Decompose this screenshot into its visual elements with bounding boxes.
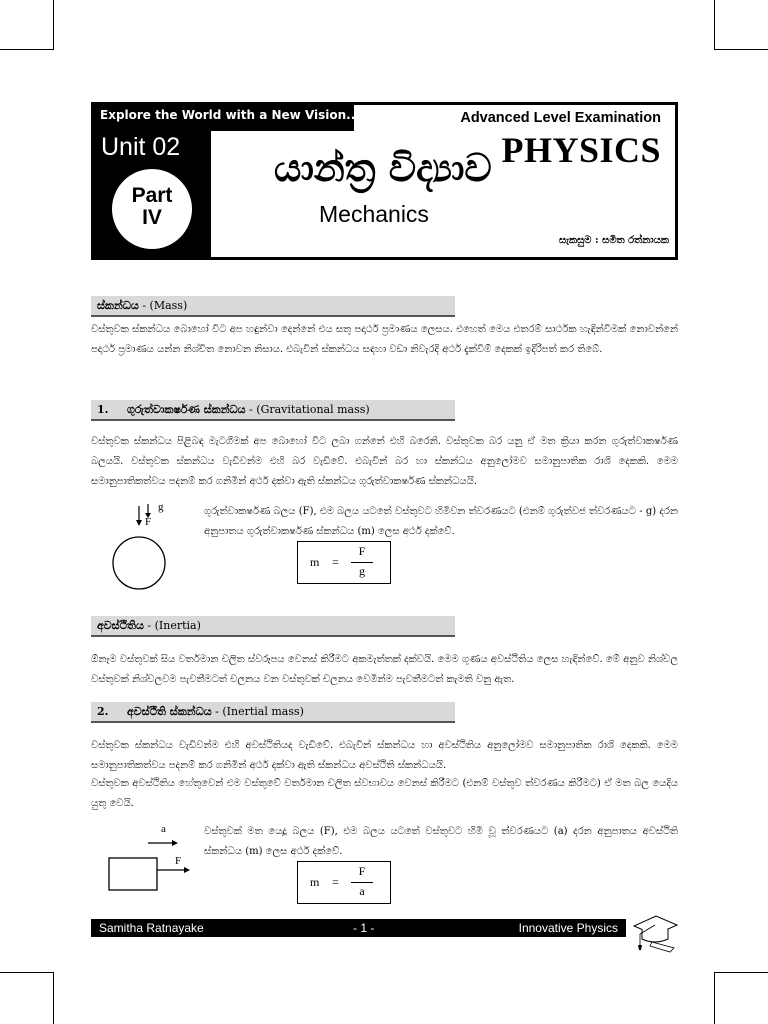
inertial-definition: වස්තුවක් මත යෙදූ බලය (F), එම බලය යටතේ වස්තුවට හිමි වූ ත්වරණයට (a) දරන අනුපාතය අවස්ථිති ස්කන්ධය (m) ලෙස අර්ථ දක්වේ. (204, 826, 678, 857)
page-number: - 1 - (353, 921, 375, 935)
label-a: a (161, 823, 166, 835)
unit-header (91, 102, 678, 260)
inertial-paragraph-1: වස්තුවක ස්කන්ධය වැඩිවන්ම එහි අවස්ථිතියද වැඩිවේ. එබැවින් ස්කන්ධය හා අවස්ථිතිය අනුලෝමව සමානුපාතික රාශි දෙකකි. මෙම සමානුපාතිකත්වය පදනම් කර ගනිමින් අර්ථ දක්වා ඇති ස්කන්ධය අවස්ථිති ස්කන්ධයයි. (91, 740, 678, 771)
formula-lhs: m (310, 555, 320, 569)
formula-denominator: a (359, 884, 365, 898)
tagline: Explore the World with a New Vision... (100, 108, 360, 122)
section-number: 2. (97, 705, 109, 718)
label-F: F (145, 516, 152, 528)
crop-mark-top-right (714, 0, 768, 50)
graduation-cap-icon (630, 912, 680, 954)
mass-circle (113, 537, 165, 589)
formula-denominator: g (359, 564, 365, 578)
page-footer (91, 919, 626, 937)
mass-paragraph: වස්තුවක ස්කන්ධය බොහෝ විට අප හඳුන්වා දෙන්නේ එය සතු පදාර්ථ ප්‍රමාණය ලෙසය. එහෙත් මෙය එතරම් සාර්ථක හැඳින්වීමක් නොවන්නේ පදාර්ථ ප්‍රමාණය යන්න නිශ්චිත නොවන නිසාය. එබැවින් ස්කන්ධය සඳහා වඩා නිවැරදි අර්ථ දැක්වීම් දෙකක් ඉදිරිපත් කර තිබේ. (91, 324, 678, 355)
part-number: IV (142, 206, 162, 229)
acceleration-arrowhead (172, 840, 178, 846)
footer-author: Samitha Ratnayake (99, 921, 204, 935)
crop-mark-top-left (0, 0, 54, 50)
section-number: 1. (97, 403, 109, 416)
formula-numerator: F (358, 864, 366, 878)
force-arrowhead (184, 867, 190, 873)
heading-sinhala: අවස්ථිති ස්කන්ධය (127, 705, 212, 718)
gravitational-formula (297, 541, 391, 584)
page-title-english: Mechanics (319, 201, 429, 227)
page-title-sinhala: යාන්ත්‍ර විද්‍යාව (274, 145, 492, 190)
section-heading-inertia (91, 616, 455, 637)
section-heading-inertial-mass (91, 702, 455, 723)
label-F: F (175, 855, 182, 867)
inertia-figure (106, 826, 198, 896)
heading-sinhala: ස්කන්ධය (97, 299, 139, 312)
gravitational-definition: ගුරුත්වාකර්ෂණ බලය (F), එම බලය යටතේ වස්තුවට හිමිවන ත්වරණයට (එනම් ගුරුත්වජ ත්වරණයට - g) දරන අනුපාතය ගුරුත්වාකර්ෂණ ස්කන්ධය (m) ලෙස අර්ථ දක්වේ. (204, 506, 678, 537)
compiled-by: සැකසුම : සමිත රත්නායක (559, 235, 669, 246)
subject-title: PHYSICS (501, 130, 661, 170)
formula-equals: = (332, 875, 339, 889)
heading-sinhala: ගුරුත්වාකර්ෂණ ස්කන්ධය (127, 403, 246, 416)
fraction-line (351, 562, 373, 563)
mass-block (109, 858, 157, 890)
formula-equals: = (332, 555, 339, 569)
force-arrowhead (136, 520, 142, 526)
section-heading-gravitational-mass (91, 400, 455, 421)
heading-sinhala: අවස්ථිතිය (97, 619, 144, 632)
gravity-figure (108, 500, 172, 592)
formula-numerator: F (358, 544, 366, 558)
inertial-formula (297, 861, 391, 904)
part-word: Part (131, 184, 173, 207)
unit-label: Unit 02 (101, 133, 181, 161)
heading-english: - (Gravitational mass) (245, 403, 370, 416)
fraction-line (351, 882, 373, 883)
crop-mark-bottom-left (0, 972, 54, 1024)
gravitational-paragraph: වස්තුවක ස්කන්ධය පිළිබඳ මැටගීමක් අප බොහෝ විට ලබා ගන්නේ එහි බරෙනි. වස්තුවක බර යනු ඒ මත ක්‍රියා කරන ගුරුත්වාකර්ෂණ බලයයි. වස්තුවක ස්කන්ධය වැඩිවන්ම එහි බර වැඩිවේ. එබැවින් බර හා ස්කන්ධය අනුලෝමව සමානුපාතික රාශි දෙකකි. මෙම සමානුපාතිකත්වය පදනම් කර ගනිමින් අර්ථ දක්වා ඇති ස්කන්ධය ගුරුත්වාකර්ෂණ ස්කන්ධයයි. (91, 436, 678, 487)
crop-mark-bottom-right (714, 972, 768, 1024)
heading-english: - (Inertial mass) (211, 705, 304, 718)
exam-label: Advanced Level Examination (460, 110, 661, 126)
footer-brand: Innovative Physics (518, 921, 618, 935)
label-g: g (158, 501, 164, 513)
part-badge (112, 169, 192, 249)
inertia-paragraph: ඕනෑම වස්තුවක් සිය වර්තමාන චලිත ස්වරූපය වෙනස් කිරීමට අකමැත්තක් දක්වයි. මෙම ගුණය අවස්ථිතිය ලෙස හැඳින්වේ. මේ අනුව නිශ්චල වස්තුවක් නිශ්චලවම පැවතීමටත් චලනය වන වස්තුවක් චලනය වෙමින්ම පැවතීමටත් කැමති වනු ඇත. (91, 654, 678, 685)
inertial-paragraph-2: වස්තුවක අවස්ථිතිය හේතුවෙන් එම වස්තුවේ වර්තමාන චලිත ස්වභාවය වෙනස් කිරීමට (එනම් වස්තුව ත්වරණය කිරීමට) ඒ මත බල යෙදිය යුතු වෙයි. (91, 778, 678, 809)
heading-english: - (Mass) (138, 299, 188, 312)
heading-english: - (Inertia) (143, 619, 201, 632)
formula-lhs: m (310, 875, 320, 889)
section-heading-mass (91, 296, 455, 317)
